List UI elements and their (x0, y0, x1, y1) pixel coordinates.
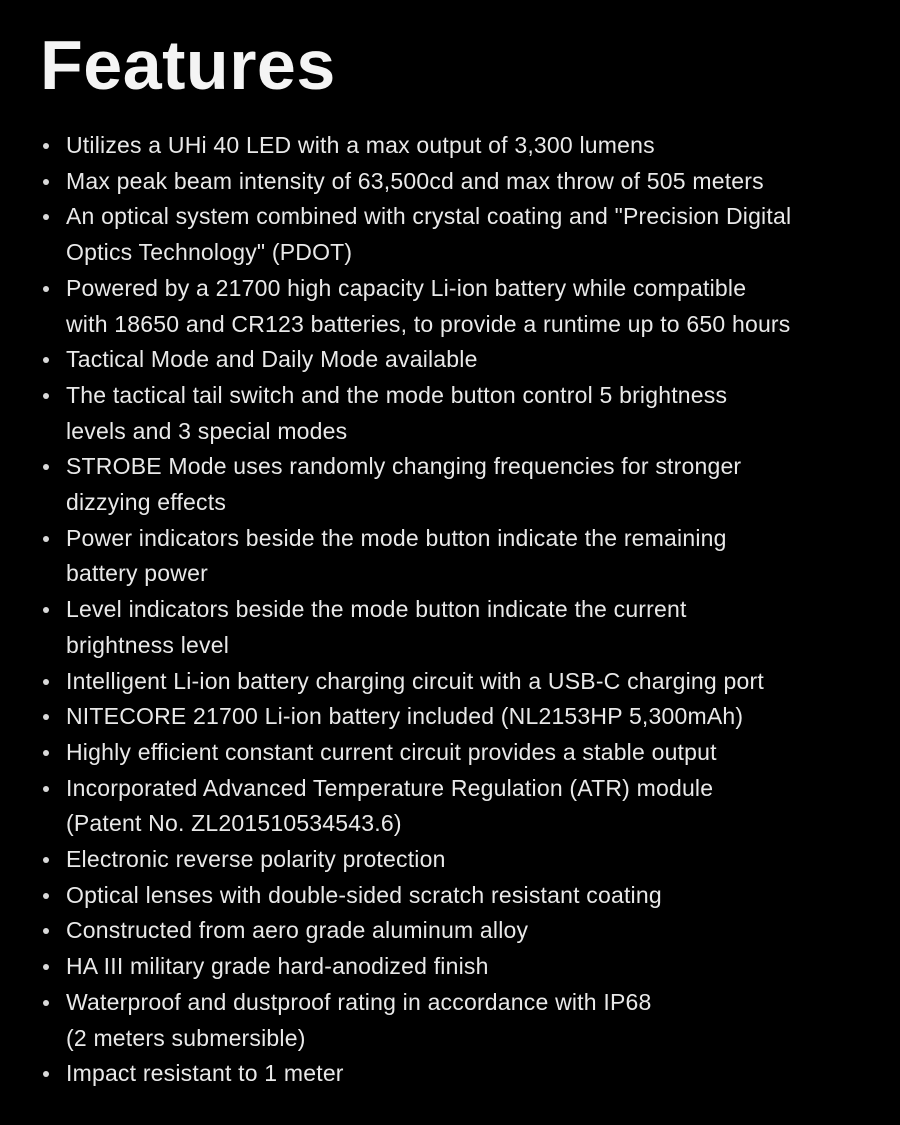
feature-line: Electronic reverse polarity protection (66, 846, 446, 873)
feature-item-text (66, 949, 880, 985)
feature-line: The tactical tail switch and the mode button control 5 brightness (66, 381, 728, 408)
feature-item-text (66, 913, 880, 949)
feature-line: brightness level (66, 631, 230, 658)
feature-item (40, 342, 880, 378)
feature-line: Optical lenses with double-sided scratch resistant coating (66, 881, 662, 908)
feature-line: STROBE Mode uses randomly changing frequencies for stronger (66, 453, 742, 480)
bullet-icon (43, 786, 49, 792)
feature-item (40, 164, 880, 200)
feature-line: Max peak beam intensity of 63,500cd and max throw of 505 meters (66, 167, 764, 194)
feature-item-text (66, 1056, 880, 1092)
feature-line: battery power (66, 560, 208, 587)
feature-line: (Patent No. ZL201510534543.6) (66, 810, 402, 837)
feature-item (40, 449, 880, 520)
feature-item (40, 735, 880, 771)
feature-item-text (66, 128, 880, 164)
bullet-icon (43, 607, 49, 613)
feature-line: dizzying effects (66, 489, 227, 516)
bullet-icon (43, 214, 49, 220)
feature-line: Impact resistant to 1 meter (66, 1060, 344, 1087)
feature-item (40, 842, 880, 878)
feature-item-text (66, 199, 880, 270)
feature-item (40, 949, 880, 985)
bullet-icon (43, 286, 49, 292)
feature-item (40, 878, 880, 914)
feature-line: Optics Technology" (PDOT) (66, 239, 353, 266)
feature-item-text (66, 985, 880, 1056)
bullet-icon (43, 1000, 49, 1006)
bullet-icon (43, 179, 49, 185)
feature-line: HA III military grade hard-anodized finish (66, 953, 489, 980)
feature-line: (2 meters submersible) (66, 1024, 306, 1051)
feature-item-text (66, 878, 880, 914)
feature-item-text (66, 164, 880, 200)
feature-item-text (66, 842, 880, 878)
feature-item (40, 1056, 880, 1092)
bullet-icon (43, 714, 49, 720)
feature-line: Utilizes a UHi 40 LED with a max output of 3,300 lumens (66, 132, 655, 158)
feature-item (40, 699, 880, 735)
feature-item-text (66, 342, 880, 378)
bullet-icon (43, 464, 49, 470)
feature-item-text (66, 592, 880, 663)
feature-line: Power indicators beside the mode button indicate the remaining (66, 524, 727, 551)
feature-item (40, 521, 880, 592)
feature-item (40, 985, 880, 1056)
feature-item (40, 913, 880, 949)
feature-item (40, 199, 880, 270)
feature-line: Constructed from aero grade aluminum alloy (66, 917, 529, 944)
feature-item (40, 128, 880, 164)
bullet-icon (43, 893, 49, 899)
feature-item-text (66, 271, 880, 342)
feature-item-text (66, 699, 880, 735)
bullet-icon (43, 750, 49, 756)
feature-item-text (66, 735, 880, 771)
page-title: Features (40, 26, 336, 104)
bullet-icon (43, 679, 49, 685)
bullet-icon (43, 928, 49, 934)
bullet-icon (43, 143, 49, 149)
feature-item (40, 271, 880, 342)
feature-line: Incorporated Advanced Temperature Regulation (ATR) module (66, 774, 714, 801)
feature-line: levels and 3 special modes (66, 417, 348, 444)
feature-item (40, 592, 880, 663)
bullet-icon (43, 357, 49, 363)
feature-item-text (66, 521, 880, 592)
feature-line: Level indicators beside the mode button indicate the current (66, 596, 687, 623)
bullet-icon (43, 393, 49, 399)
feature-item-text (66, 771, 880, 842)
feature-item-text (66, 449, 880, 520)
feature-line: Highly efficient constant current circuit provides a stable output (66, 738, 717, 765)
feature-line: Intelligent Li-ion battery charging circuit with a USB-C charging port (66, 667, 764, 694)
feature-line: An optical system combined with crystal coating and "Precision Digital (66, 203, 792, 230)
bullet-icon (43, 857, 49, 863)
feature-item (40, 771, 880, 842)
feature-line: Waterproof and dustproof rating in accordance with IP68 (66, 988, 652, 1015)
feature-line: with 18650 and CR123 batteries, to provide a runtime up to 650 hours (66, 310, 791, 337)
feature-line: NITECORE 21700 Li-ion battery included (NL2153HP 5,300mAh) (66, 703, 744, 730)
bullet-icon (43, 1071, 49, 1077)
feature-item-text (66, 378, 880, 449)
feature-item-text (66, 664, 880, 700)
feature-line: Powered by a 21700 high capacity Li-ion battery while compatible (66, 274, 747, 301)
feature-list (40, 128, 880, 1092)
bullet-icon (43, 964, 49, 970)
feature-line: Tactical Mode and Daily Mode available (66, 346, 478, 373)
feature-item (40, 378, 880, 449)
bullet-icon (43, 536, 49, 542)
feature-item (40, 664, 880, 700)
